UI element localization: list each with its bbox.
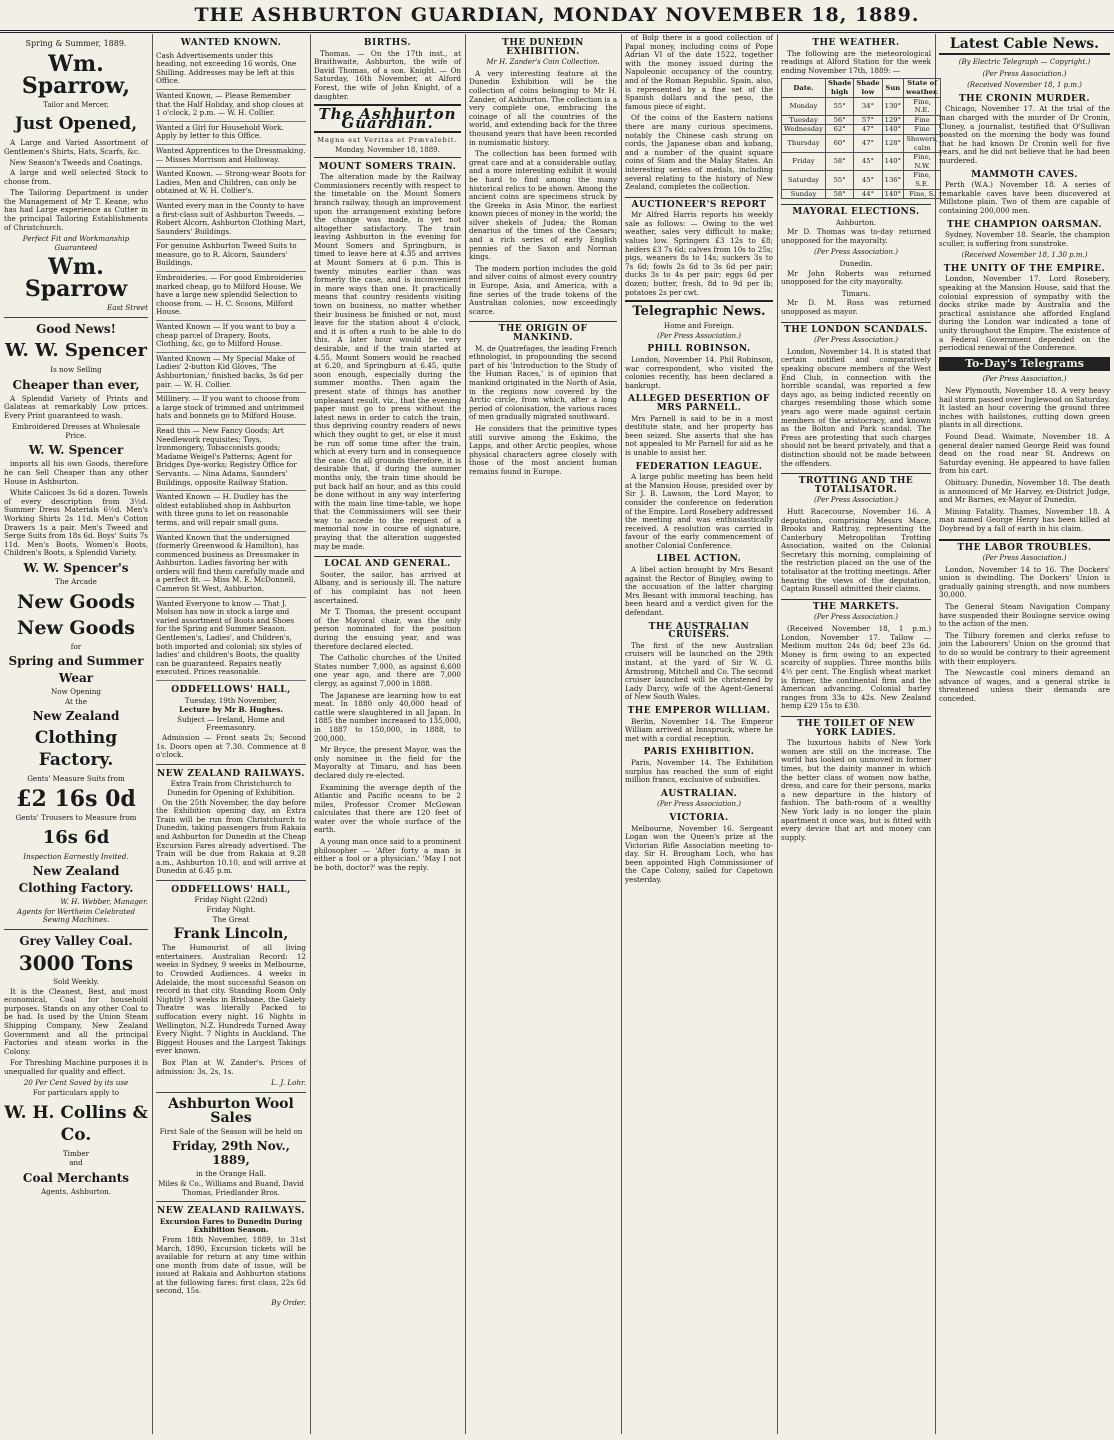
wool-place: in the Orange Hall. xyxy=(195,1169,267,1179)
classified-ad: Wanted a Girl for Household Work. Apply by letter to this Office. xyxy=(156,122,306,145)
weather-cell: 55° xyxy=(825,97,853,115)
labour-items-list xyxy=(939,566,1110,704)
lincoln-signature: L. J. Lohr. xyxy=(271,1078,306,1088)
sparrow-trade: Tailor and Mercer, xyxy=(43,100,109,109)
local-news-item: A young man once said to a prominent philosopher — 'After forty a man is either a fool or a physician.' 'May I not be both, doctor?' was the reply. xyxy=(314,837,461,872)
weather-column-header: Shade low xyxy=(854,79,882,97)
collins-agents: Agents, Ashburton. xyxy=(40,1186,112,1196)
masthead xyxy=(0,0,1114,33)
wanted-ads-list xyxy=(156,50,306,681)
labour-item: London, November 14 to 16. The Dockers' union is dwindling. The Dockers' Union is gradually gaining strength, and now numbers 30,000. xyxy=(939,564,1110,600)
weather-cell: 136° xyxy=(882,171,903,189)
weather-cell: Saturday xyxy=(782,171,826,189)
factory-manager: W. H. Webber, Manager. xyxy=(60,897,148,907)
births-text: Thomas. — On the 17th inst., at Braithwaite, Ashburton, the wife of David Thomas, of a son. Knight. — On Saturday, 16th November, at Alford Forest, the wife of John Knight, of a daughter. xyxy=(314,48,461,101)
trousers-text: Gents' Trousers to Measure from xyxy=(15,812,137,822)
weather-row xyxy=(782,171,941,189)
emperor-text: Berlin, November 14. The Emperor William arrived at Innspruck, where he met with a cordial reception. xyxy=(625,716,773,743)
mammoth-heading: MAMMOTH CAVES. xyxy=(971,169,1078,180)
phil-heading: PHILL ROBINSON. xyxy=(647,344,751,355)
paper-logo: The Ashburton Guardian. xyxy=(314,104,461,133)
paper-date: Monday, November 18, 1889. xyxy=(314,146,461,158)
spencer-prices: White Calicoes 3s 6d a dozen. Towels of every description from 3½d. Summer Dress Materials 6½d. Men's Working Shirts 2s 11d. Men's Cotton Drawers 1s a pair. Men's Tweed and Serge Suits from 18s 6d. Boys' Suits 7s 11d. Men's Boots, Women's Boots, Children's Boots, a Splendid Variety. xyxy=(4,488,148,558)
weather-row xyxy=(782,153,941,171)
origin-paragraph: He considers that the primitive types still survive among the Eskimo, the Lapps, and other Arctic peoples, whose physical characters agree closely with those of the most ancient human remains found in Europe. xyxy=(469,423,617,476)
cable-received-1: (Received November 18, 1 p.m.) xyxy=(967,81,1082,90)
spencer-variety: A Splendid Variety of Prints and Galateas at remarkably Low prices. Every Print guaranteed to wash. xyxy=(4,393,148,420)
origin-heading: THE ORIGIN OF MANKIND. xyxy=(469,321,617,342)
ashburton-place: Ashburton. xyxy=(835,217,877,227)
phil-text: London, November 14. Phil Robinson, war correspondent, who visited the colonies recently, has been declared a bankrupt. xyxy=(625,355,773,390)
local-news-item: Sooter, the sailor, has arrived at Albany, and is seriously ill. The nature of his complaint has not been ascertained. xyxy=(314,569,461,605)
exhibition-text xyxy=(469,70,617,317)
column-rule xyxy=(777,34,778,1434)
cable-copyright: (By Electric Telegraph — Copyright.) xyxy=(958,58,1091,66)
victoria-text: Melbourne, November 16. Sergeant Logan won the Queen's prize at the Victorian Rifle Association meeting to-day. Sir H. Brougham Loch, who has been appointed High Commissioner of the Cape Colony, sailed for Capetown yesterday. xyxy=(625,823,773,885)
coin-paragraph: Of the coins of the Eastern nations there are many curious specimens, notably the Chinese cash strung on cords, the Japanese oban and kobang, and a number of the quaint square coins of Siam and the Malay States. An interesting series of medals, including several relating to the history of New Zealand, completes the collection. xyxy=(625,113,773,192)
column-editorial xyxy=(314,34,461,1434)
oarsman-heading: THE CHAMPION OARSMAN. xyxy=(946,219,1102,230)
classified-ad: Wanted Known that the undersigned (formerly Greenwood & Hamilton), has commenced business as Dressmaker in Ashburton. Ladies favoring her with orders will find them carefully made and a perfect fit. — Miss M. E. McDonnell, Cameron St West, Ashburton. xyxy=(156,532,306,598)
coin-text-continued xyxy=(625,34,773,192)
mayoral-assoc: (Per Press Association.) xyxy=(814,248,898,257)
sparrow-name-2: Wm. Sparrow xyxy=(24,254,128,303)
cronin-heading: THE CRONIN MURDER. xyxy=(958,93,1091,104)
classified-ad: Embroideries. — For good Embroideries marked cheap, go to Milford House. We have a large new splendid Selection to choose from. — H. C. Scoons, Milford House. xyxy=(156,272,306,321)
cruisers-text: The first of the new Australian cruisers will be launched on the 29th instant, at the yard of Sir W. G. Armstrong, Mitchell and Co. The second cruiser launched will be christened by Lady Darcy, wife of the Agent-General of New South Wales. xyxy=(625,640,773,702)
parnell-heading: ALLEGED DESERTION OF MRS PARNELL. xyxy=(628,394,770,413)
weather-cell: Fine, S. xyxy=(904,189,941,199)
toilet-heading: THE TOILET OF NEW YORK LADIES. xyxy=(781,716,931,737)
collins-name: W. H. Collins & Co. xyxy=(4,1102,148,1145)
telegraphic-assoc: (Per Press Association.) xyxy=(657,331,741,340)
spencer-selling: Is now Selling xyxy=(50,364,102,374)
extra-train-heading: Extra Train from Christchurch to Dunedin for Opening of Exhibition. xyxy=(167,779,295,797)
weather-cell: Friday xyxy=(782,153,826,171)
lead-article-heading: MOUNT SOMERS TRAIN. xyxy=(318,161,457,172)
weather-cell: 47° xyxy=(854,134,882,152)
railways-heading-2: NEW ZEALAND RAILWAYS. xyxy=(157,1206,305,1217)
measure-suits: Gents' Measure Suits from xyxy=(27,774,125,784)
lecture-subject: Subject — Ireland, Home and Freemasonry. xyxy=(177,714,285,733)
local-general-heading: LOCAL AND GENERAL. xyxy=(314,556,461,569)
trotting-heading: TROTTING AND THE TOTALISATOR. xyxy=(781,473,931,494)
paris-heading: PARIS EXHIBITION. xyxy=(643,747,755,758)
column-advertisements-1 xyxy=(4,34,148,1434)
mayoral-heading: MAYORAL ELECTIONS. xyxy=(781,204,931,217)
classified-ad: Wanted Known — H. Dudley has the oldest established shop in Ashburton with three guns to let on reasonable terms, and will repair small guns. xyxy=(156,491,306,531)
new-zealand-2: New Zealand xyxy=(32,864,120,879)
sold-weekly: Sold Weekly. xyxy=(53,976,99,986)
column-news xyxy=(625,34,773,1434)
saved-text: 20 Per Cent Saved by its use xyxy=(23,1078,129,1088)
weather-cell: Fine, N.E. xyxy=(904,97,941,115)
weather-table xyxy=(781,78,941,199)
classified-ad: Millinery. — If you want to choose from a large stock of trimmed and untrimmed hats and bonnets go to Milford House. xyxy=(156,393,306,425)
weather-column-header: Shade high xyxy=(825,79,853,97)
grey-valley-coal: Grey Valley Coal. xyxy=(19,933,133,948)
paris-text: Paris, November 14. The Exhibition surplus has reached the sum of eight million francs, exclusive of subsidies. xyxy=(625,757,773,785)
column-advertisements-2 xyxy=(156,34,306,1434)
unity-heading: THE UNITY OF THE EMPIRE. xyxy=(943,263,1106,274)
wool-first-sale: First Sale of the Season will be held on xyxy=(159,1126,303,1136)
victoria-heading: VICTORIA. xyxy=(669,812,729,823)
weather-cell: Wednesday xyxy=(782,125,826,135)
spring-summer: Spring and Summer xyxy=(8,654,144,669)
trousers-price: 16s 6d xyxy=(42,826,110,848)
timber-text: Timber xyxy=(62,1148,90,1158)
weather-cell: 45° xyxy=(854,153,882,171)
weather-cell: Tuesday xyxy=(782,115,826,125)
suit-price: £2 16s 0d xyxy=(16,785,136,812)
sparrow-street: East Street xyxy=(106,303,148,313)
railways-heading-1: NEW ZEALAND RAILWAYS. xyxy=(157,768,305,779)
weather-cell: 129° xyxy=(882,115,903,125)
telegram-item: Obituary. Dunedin, November 18. The death is announced of Mr Harvey, ex-District Judge, and Mr Barnes, ex-Mayor of Dunedin. xyxy=(939,477,1110,505)
lecture-title: Lecture by Mr B. Hughes. xyxy=(179,705,283,715)
at-the: At the xyxy=(64,696,87,706)
markets-assoc: (Per Press Association.) xyxy=(814,613,898,622)
column-rule xyxy=(152,34,153,1434)
trotting-assoc: (Per Press Association.) xyxy=(814,496,898,505)
weather-cell: 55° xyxy=(825,171,853,189)
origin-text xyxy=(469,345,617,477)
weather-heading: THE WEATHER. xyxy=(812,38,900,48)
lead-article-text: The alteration made by the Railway Commissioners recently with respect to the timetable on the Mount Somers branch railway, though an improvement upon the arrangement existing before the change was made, is yet not altogether satisfactory. The train leaving Ashburton in the evening for Mount Somers and Springburn, is timed to leave here at 4.35 and arrives at Mount Somers at 6 p.m. This is twenty minutes earlier than was formerly the case, and is inconvenient in more ways than one. It practically means that country residents visiting town on business, no matter whether their business be finished or not, must leave for the station about 4 o'clock, and it is often a rush to be able to do this. A later hour would be very desirable, and if the train started at 4.55, Mount Somers would be reached at 6.20, and Springburn at 6.45, quite soon enough, especially during the summer months. Then again the present state of things has another unpleasant result, viz., that the evening paper must go to press without the latest news in order to catch the train, thus depriving country readers of news which they ought to get, or else it must be run off some time after the train, which at every turn and in consequence the case. On all grounds therefore, it is desirable that, if during the summer months only, the train time should be put back half an hour, and as this could be done without in any way interfering with the main line time-table, we hope that the Commissioners will see their way to accede to the request of a memorial now in course of signature, praying that the alteration suggested may be made. xyxy=(314,172,461,551)
weather-cell: Fine xyxy=(904,125,941,135)
coal-description: It is the Cleanest, Best, and most economical, Coal for household purposes. Stands on any other Coal to be had. Is used by the Union Steam Shipping Company, New Zealand Government and all the principal Factories and steam works in the Colony. xyxy=(4,986,148,1056)
weather-cell: 45° xyxy=(854,171,882,189)
inspection-invited: Inspection Earnestly Invited. xyxy=(23,851,129,861)
sparrow-name: Wm. Sparrow, xyxy=(21,50,131,99)
wear: Wear xyxy=(58,671,94,686)
weather-cell: Thursday xyxy=(782,134,826,152)
weather-row xyxy=(782,189,941,199)
column-rule xyxy=(935,34,936,1434)
oddfellows-hall-2: ODDFELLOWS' HALL, xyxy=(171,884,291,895)
new-zealand: New Zealand xyxy=(32,709,120,724)
cable-heading: Latest Cable News. xyxy=(939,37,1110,55)
classified-ad: Wanted Known — My Special Make of Ladies' 2-button Kid Gloves, 'The Ashburtonian,' finished backs, 3s 6d per pair. — W. H. Collier. xyxy=(156,353,306,393)
australian-heading: AUSTRALIAN. xyxy=(660,788,738,799)
now-opening: Now Opening xyxy=(51,687,101,697)
telegram-item: Mining Fatality. Thames, November 18. A man named George Henry has been killed at Doybread by a fall of earth in his claim. xyxy=(939,506,1110,533)
ashburton-text: Mr D. Thomas was to-day returned unopposed for the mayoralty. xyxy=(781,227,931,245)
scandals-text: London, November 14. It is stated that certain notified and comparatively speaking obscure members of the West End Club, in connection with the horrible scandal, was reported a few days ago, as being indicted recently on charges resembling those which some years ago were made against certain members of the aristocracy, and known as the Bolton and Park scandal. The Press are protesting that such charges should not be heard privately, and that a distinction should not be made between the offenders. xyxy=(781,346,931,468)
births-heading: BIRTHS. xyxy=(363,38,412,48)
weather-cell: 34° xyxy=(854,97,882,115)
wool-sales-heading: Ashburton Wool Sales xyxy=(168,1095,294,1126)
local-news-item: Mr T. Thomas, the present occupant of the Mayoral chair, was the only person nominated for the position during the ensuing year, and was therefore declared elected. xyxy=(314,607,461,651)
weather-cell: Fine, S.E. xyxy=(904,171,941,189)
weather-row xyxy=(782,115,941,125)
libel-heading: LIBEL ACTION. xyxy=(656,554,742,565)
weather-intro: The following are the meteorological readings at Alford Station for the week ending November 17th, 1889: — xyxy=(781,48,931,75)
libel-text: A libel action brought by Mrs Besant against the Rector of Bingley, owing to the accusation of the latter charging Mrs Besant with immoral teaching, has been heard and a verdict given for the defendant. xyxy=(625,565,773,618)
exhibition-subheading: Mr H. Zander's Coin Collection. xyxy=(486,58,600,67)
origin-paragraph: M. de Quatrefages, the leading French ethnologist, in propounding the second part of his 'Introduction to the Study of the Human Races,' is of opinion that mankind originated in the North of Asia, in the regions now covered by the Arctic circle, from which, after a long period of colonisation, the various races of men gradually migrated southward. xyxy=(469,343,617,422)
exhibition-paragraph: A very interesting feature at the Dunedin Exhibition will be the collection of coins belonging to Mr H. Zander, of Ashburton. The collection is a very complete one, embracing the coinage of all the countries of the world, and extending back for the three thousand years that have been recorded in numismatic history. xyxy=(469,68,618,147)
coal-merchants: Coal Merchants xyxy=(22,1170,130,1185)
wanted-known-heading: WANTED KNOWN. xyxy=(180,38,282,48)
wool-firms: Miles & Co., Williams and Buand, David Thomas, Friedlander Bros. xyxy=(158,1178,304,1197)
weather-cell: 140° xyxy=(882,153,903,171)
column-rule xyxy=(310,34,311,1434)
threshing-text: For Threshing Machine purposes it is unequalled for quality and effect. xyxy=(4,1058,148,1076)
and-text: and xyxy=(69,1158,83,1168)
the-great: The Great xyxy=(212,914,250,924)
labour-item: The Newcastle coal miners demand an advance of wages, and a general strike is threatened unless their demands are conceded. xyxy=(939,668,1110,703)
extra-train-text: On the 25th November, the day before the Exhibition opening day, an Extra Train will be run from Christchurch to Dunedin, taking passengers from Rakaia and Ashburton for Dunedin at the Cheap Excursion Fares already advertised. The Train will be due from Rakaia at 9.28 a.m., Ashburton 10.10, and will arrive at Dunedin at 6.45 p.m. xyxy=(156,797,306,876)
excursion-heading: Excursion Fares to Dunedin During Exhibition Season. xyxy=(159,1216,303,1235)
one-night: Friday Night. xyxy=(206,905,256,915)
markets-text: (Received November 18, 1 p.m.) London, November 17. Tallow — Medium mutton 24s 6d; beef 23s 6d. Money is firm owing to an expected scarcity of supplies. Three months bills 4½ per cent. The English wheat market is firmer, the continental firm and the American advancing. Colonial barley ranges from 33s to 42s. New Zealand hemp £29 15s to £30. xyxy=(781,624,931,711)
emperor-heading: THE EMPEROR WILLIAM. xyxy=(627,705,771,716)
weather-row xyxy=(782,134,941,152)
frank-lincoln: Frank Lincoln, xyxy=(173,926,289,943)
column-weather-markets xyxy=(781,34,939,1434)
telegraphic-subheading: Home and Foreign. xyxy=(663,321,735,331)
timaru-text: Mr D. M. Ross was returned unopposed as mayor. xyxy=(781,298,931,317)
classified-ad: Wanted every man in the County to have a first-class suit of Ashburton Tweeds. — Robert Alcorn, Ashburton Clothing Mart, Saunders' Buildings. xyxy=(156,200,306,240)
trotting-text: Hutt Racecourse, November 16. A deputation, comprising Messrs Mace, Brooks and Rattray, representing the Canterbury Metropolitan Trotting Association, waited on the Colonial Secretary this morning, complaining of the restriction placed on the use of the totalisator at the trotting meetings. After hearing the views of the deputation, Captain Russell admitted their claims. xyxy=(781,506,931,594)
assortment-text: A Large and Varied Assortment of Gentlemen's Shirts, Hats, Scarfs, &c. xyxy=(4,138,148,156)
local-news-item: Mr Bryce, the present Mayor, was the only nominee in the field for the Mayoralty at Timaru, and has been declared duly re-elected. xyxy=(314,745,461,780)
labour-item: The Tilbury foremen and clerks refuse to join the Labourers' Union on the ground that to do so would be contrary to their agreement with their employers. xyxy=(939,630,1110,666)
weather-row xyxy=(782,125,941,135)
cruisers-heading: THE AUSTRALIAN CRUISERS. xyxy=(648,621,750,641)
spencer-name: W. W. Spencer xyxy=(5,339,147,361)
classified-ad: Wanted Known — If you want to buy a cheap parcel of Drapery, Boots, Clothing, &c, go to Milford House. xyxy=(156,321,306,353)
weather-column-header: State of weather. xyxy=(904,79,941,97)
labour-heading: THE LABOR TROUBLES. xyxy=(939,539,1110,553)
weather-cell: 130° xyxy=(882,97,903,115)
scandals-assoc: (Per Press Association.) xyxy=(814,336,898,345)
weather-cell: Sunday xyxy=(782,189,826,199)
lecture-date: Tuesday, 19th November, xyxy=(184,695,278,705)
toilet-text: The luxurious habits of New York women are still on the increase. The world has looked on unmoved in former times, but the dainty manner in which the better class of women now bathe, dress, and care for their persons, marks a new departure in the history of fashion. The bath-room of a wealthy New York lady is no longer the plain apartment it once was, but is fitted with every device that art and money can supply. xyxy=(781,738,931,842)
wool-date: Friday, 29th Nov., 1889, xyxy=(172,1139,290,1168)
excursion-signature: By Order. xyxy=(271,1298,306,1308)
sewing-agents: Agents for Wertheim Celebrated Sewing Machines. xyxy=(16,906,136,925)
exhibition-paragraph: The collection has been formed with great care and at a considerable outlay, and a more interesting exhibit it would be hard to find among the many historical relics to be shown. Among the ancient coins are specimens struck by the Greeks in Asia Minor, the earliest known pieces of money in the world; the silver shekels of Judea; the Roman denarius of the times of the Caesars; and a rich series of early English pennies of the Saxon and Norman kings. xyxy=(469,149,617,262)
weather-cell: Fine xyxy=(904,115,941,125)
local-news-item: Examining the average depth of the Atlantic and Pacific oceans to be 2 miles, Professor Cromer McGowan calculates that there are 120 feet of water over the whole surface of the earth. xyxy=(314,782,461,835)
lecture-admission: Admission — Front seats 2s; Second 1s. Doors open at 7.30. Commence at 8 o'clock. xyxy=(156,732,306,760)
clothing-factory-2: Clothing Factory. xyxy=(18,881,134,896)
oddfellows-hall-1: ODDFELLOWS' HALL, xyxy=(171,685,291,695)
weather-cell: 47° xyxy=(854,125,882,135)
column-exhibition xyxy=(469,34,617,1434)
for-text: for xyxy=(70,641,82,651)
weather-column-header: Date. xyxy=(782,79,826,97)
spencer-name-2: W. W. Spencer xyxy=(28,443,124,458)
cronin-text: Chicago, November 17. At the trial of the man charged with the murder of Dr Cronin, Cluney, a journalist, testified that O'Sullivan boasted on the morning the body was found that he had known Dr Cronin well for five years, and he did not believe that he had been murdered. xyxy=(939,104,1110,165)
particulars-text: For particulars apply to xyxy=(32,1088,120,1098)
weather-cell: Monday xyxy=(782,97,826,115)
weather-cell: 140° xyxy=(882,125,903,135)
cable-assoc: (Per Press Association.) xyxy=(982,69,1067,78)
column-cable-news xyxy=(939,34,1110,1434)
stock-text: A large and well selected Stock to choose from. xyxy=(4,167,148,186)
timaru-place: Timaru. xyxy=(841,288,871,298)
auctioneer-text: Mr Alfred Harris reports his weekly sale as follows: — Owing to the wet weather, sales very difficult to make; values low. Springers £3 12s to £8; heifers £3 7s 6d; calves from 10s to 25s; pigs, weaners 8s to 14s; suckers 3s to 7s 6d; fowls 2s 6d to 3s 6d per pair; ducks 3s to 4s per pair; eggs 6d per dozen; butter, fresh, 8d to 9d per lb; potatoes 2s per cwt. xyxy=(625,210,773,297)
classified-ad: Wanted Everyone to know — That J. Molson has now in stock a large and varied assortment of Boots and Shoes for the Spring and Summer Season. Gentlemen's, Ladies', and Children's, both imported and colonial; six styles of ladies' and children's Boots, the quality can be guaranteed. Repairs neatly executed. Prices reasonable. xyxy=(156,598,306,681)
dunedin-place: Dunedin. xyxy=(839,259,873,269)
australian-assoc: (Per Press Association.) xyxy=(657,800,741,809)
exhibition-paragraph: The modern portion includes the gold and silver coins of almost every country in Europe, Asia, and America, with a fine series of the trade tokens of the Australian colonies, now exceedingly scarce. xyxy=(469,263,617,316)
coin-paragraph: of Bolp there is a good collection of Papal money, including coins of Pope Adrian VI of the date 1522, together with the money issued during the Napoleonic occupancy of the country, and of the Roman Republic. Spain, also, is represented by a fine set of the Spanish dollars and the peso, the famous piece of eight. xyxy=(625,33,773,111)
column-rule xyxy=(465,34,466,1434)
classified-ad: For genuine Ashburton Tweed Suits to measure, go to R. Alcorn, Saunders' Buildings. xyxy=(156,240,306,272)
cable-received-2: (Received November 18, 1.30 p.m.) xyxy=(961,251,1088,260)
labour-item: The General Steam Navigation Company have suspended their Boulogne service owing to the action of the men. xyxy=(939,602,1110,629)
new-goods-1: New Goods xyxy=(17,590,135,613)
tweeds-text: New Season's Tweeds and Coatings. xyxy=(9,158,143,168)
weather-cell: 56° xyxy=(825,115,853,125)
excursion-text: From 18th November, 1889, to 31st March, 1890, Excursion tickets will be available for return at any time within one month from date of issue, will be issued at Rakaia and Ashburton stations at the following fares: first class, 22s 6d second, 15s. xyxy=(156,1234,306,1296)
unity-text: London, November 17. Lord Rosebery, speaking at the Mansion House, said that the colonial expression of sympathy with the docks strike made by Australia and the practical assistance she afforded England during the London war indicated a tone of unity throughout the Empire. The existence of a Federal Government depended on the periodical renewal of the Conference. xyxy=(939,274,1110,353)
new-goods-2: New Goods xyxy=(17,616,135,639)
scandals-heading: THE LONDON SCANDALS. xyxy=(781,322,931,335)
newspaper-title: THE ASHBURTON GUARDIAN, MONDAY NOVEMBER 18, 1889. xyxy=(194,4,920,26)
weather-cell: 140° xyxy=(882,189,903,199)
spencer-dresses: Embroidered Dresses at Wholesale Price. xyxy=(11,422,141,440)
classified-ad: Wanted Known. — Strong-wear Boots for Ladies, Men and Children, can only be obtained at W. H. Collier's. xyxy=(156,168,306,200)
spencer-imports: imports all his own Goods, therefore he can Sell Cheaper than any other House in Ashburton. xyxy=(4,459,148,486)
season-heading: Spring & Summer, 1889. xyxy=(25,39,127,48)
classified-ad: Cash Advertisements under this heading, not exceeding 16 words, One Shilling. Addresses may be left at this Office. xyxy=(156,50,306,90)
lincoln-box-plan: Box Plan at W. Zander's. Prices of admission: 3s, 2s, 1s. xyxy=(156,1057,306,1076)
exhibition-heading: THE DUNEDIN EXHIBITION. xyxy=(502,38,584,57)
local-news-item: The Japanese are learning how to eat meat. In 1880 only 40,000 head of cattle were slaughtered in all Japan. In 1885 the number increased to 135,000, in 1887 to 150,000, in 1888, to 200,000. xyxy=(314,690,461,743)
good-news: Good News! xyxy=(36,321,116,336)
weather-cell: 62° xyxy=(825,125,853,135)
federation-heading: FEDERATION LEAGUE. xyxy=(635,461,763,472)
classified-ad: Wanted Apprentices to the Dressmaking. — Misses Morrison and Holloway. xyxy=(156,145,306,168)
lincoln-text: The Humourist of all living entertainers. Australian Record: 12 weeks in Sydney, 9 weeks in Melbourne, to Crowded Audiences. 4 weeks in Adelaide, the most successful Season on record in that city. Standing Room Only Nightly! 3 weeks in Brisbane, the Gaiety Theatre was literally Packed to suffocation every night. 16 Nights in Wellington, N.Z. Hundreds Turned Away Every Night. 7 Nights in Auckland. The Biggest Houses and the Largest Takings ever known. xyxy=(156,943,306,1056)
classified-ad: Wanted Known, — Please Remember that the Half Holiday, and shop closes at 1 o'clock, 2 p.m. — W. H. Collier. xyxy=(156,90,306,122)
telegraphic-heading: Telegraphic News. xyxy=(625,300,773,319)
just-opened: Just Opened, xyxy=(14,114,138,135)
clothing-factory: Clothing Factory. xyxy=(34,728,118,771)
federation-text: A large public meeting has been held at the Mansion House, presided over by Sir J. B. Lawson, the Lord Mayor, to consider the conference on federation of the Empire. Lord Rosebery addressed the meeting and was enthusiastically received. A resolution was carried in favour of the early commencement of another Colonial Conference. xyxy=(625,472,773,550)
weather-cell: 58° xyxy=(825,189,853,199)
column-rule xyxy=(621,34,622,1434)
weather-cell: 44° xyxy=(854,189,882,199)
oarsman-text: Sydney, November 18. Searle, the champion sculler, is suffering from sunstroke. xyxy=(939,230,1110,248)
weather-cell: Showers, calm xyxy=(904,134,941,152)
auctioneer-heading: AUCTIONEER'S REPORT xyxy=(625,197,773,210)
fit-guarantee: Perfect Fit and Workmanship Guaranteed xyxy=(22,234,130,252)
telegrams-assoc: (Per Press Association.) xyxy=(982,375,1067,384)
telegram-item: Found Dead. Waimate, November 18. A general dealer named George Reid was found dead on the road near St. Andrews on Saturday evening. He appeared to have fallen from his cart. xyxy=(939,431,1110,476)
todays-telegrams-heading: To-Day's Telegrams xyxy=(939,357,1110,372)
local-items xyxy=(314,571,461,873)
spencer-cheaper: Cheaper than ever, xyxy=(12,377,140,392)
parnell-text: Mrs Parnell is said to be in a most destitute state, and her property has been seized. She asserts that she has not appealed to Mr Parnell for aid as he is unable to assist her. xyxy=(625,413,773,457)
labour-assoc: (Per Press Association.) xyxy=(982,554,1067,563)
coal-tons: 3000 Tons xyxy=(18,950,134,975)
friday-date: Friday Night (22nd) xyxy=(194,895,268,905)
telegram-item: New Plymouth, November 18. A very heavy hail storm passed over Inglewood on Saturday. It lasted an hour covering the ground three inches with hailstones, cutting down green plants in all directions. xyxy=(939,386,1110,430)
paper-motto: Magna est Veritas et Prævalebit. xyxy=(317,136,458,145)
weather-column-header: Sun xyxy=(882,79,903,97)
weather-cell: 128° xyxy=(882,134,903,152)
arcade: The Arcade xyxy=(55,577,97,586)
spencer-arcade-name: W. W. Spencer's xyxy=(23,561,129,575)
mammoth-text: Perth (W.A.) November 18. A series of remarkable caves have been discovered at Millstone plain. Two of them are capable of containing 200,000 men. xyxy=(939,180,1110,215)
weather-cell: 58° xyxy=(825,153,853,171)
weather-cell: 60° xyxy=(825,134,853,152)
todays-telegrams-list xyxy=(939,387,1110,534)
classified-ad: Read this — New Fancy Goods; Art Needlework requisites; Toys, Ironmongery, Tobacconists goods; Madame Weigel's Patterns; Agent for Bridges Dye-works; Registry Office for Servants. — Nina Adams, Saunders' Buildings, opposite Railway Station. xyxy=(156,425,306,491)
weather-cell: Fine, N.W. xyxy=(904,153,941,171)
tailoring-text: The Tailoring Department is under the Management of Mr T. Keane, who has had Large experience as Cutter in the principal Tailoring Establishments of Christchurch. xyxy=(4,188,148,232)
dunedin-text: Mr John Roberts was returned unopposed for the city mayoralty. xyxy=(781,268,931,287)
weather-cell: 57° xyxy=(854,115,882,125)
markets-heading: THE MARKETS. xyxy=(781,599,931,612)
weather-row xyxy=(782,97,941,115)
local-news-item: The Catholic churches of the United States number 7,000, as against 6,600 one year ago, and there are 7,000 clergy, as against 7,000 in 1888. xyxy=(314,653,461,688)
